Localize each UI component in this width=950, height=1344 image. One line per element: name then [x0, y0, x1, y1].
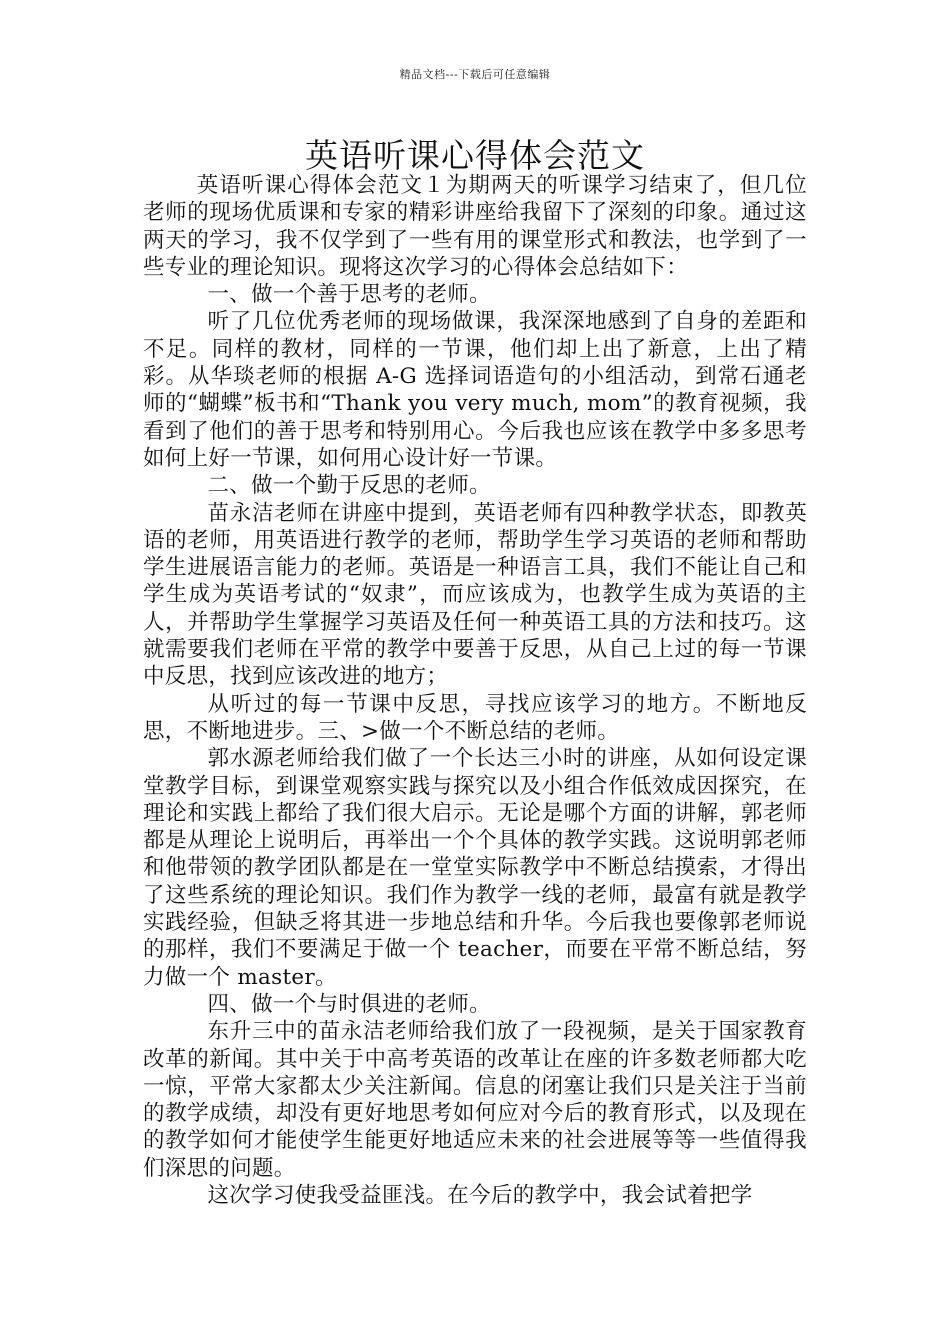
- document-title: 英语听课心得体会范文: [305, 136, 645, 175]
- section-heading-4: 四、做一个与时俱进的老师。: [207, 991, 491, 1017]
- paragraph: 听了几位优秀老师的现场做课，我深深地感到了自身的差距和不足。同样的教材，同样的一节课，他们却上出了新意，上出了精彩。从华琰老师的根据 A-G 选择词语造句的小组活动，到常石通老师的“蝴蝶”板书和“Thank you very much, mom”的教育视频，我看到了他们的善于思考和特别用心。今后我也应该在教学中多多思考如何上好一节课，如何用心设计好一节课。: [143, 309, 807, 471]
- paragraph: 苗永洁老师在讲座中提到，英语老师有四种教学状态，即教英语的老师，用英语进行教学的老师，帮助学生学习英语的老师和帮助学生进展语言能力的老师。英语是一种语言工具，我们不能让自己和学生成为英语考试的“奴隶”，而应该成为，也教学生成为英语的主人，并帮助学生掌握学习英语及任何一种英语工具的方法和技巧。这就需要我们老师在平常的教学中要善于反思，从自己上过的每一节课中反思，找到应该改进的地方；: [143, 500, 807, 690]
- section-heading-1: 一、做一个善于思考的老师。: [207, 282, 491, 308]
- paragraph: 郭水源老师给我们做了一个长达三小时的讲座，从如何设定课堂教学目标，到课堂观察实践与探究以及小组合作低效成因探究，在理论和实践上都给了我们很大启示。无论是哪个方面的讲解，郭老师都是从理论上说明后，再举出一个个具体的教学实践。这说明郭老师和他带领的教学团队都是在一堂堂实际教学中不断总结摸索，才得出了这些系统的理论知识。我们作为教学一线的老师，最富有就是教学实践经验，但缺乏将其进一步地总结和升华。今后我也要像郭老师说的那样，我们不要满足于做一个 teacher，而要在平常不断总结，努力做一个 master。: [143, 746, 807, 990]
- section-heading-2: 二、做一个勤于反思的老师。: [207, 473, 491, 499]
- paragraph: 东升三中的苗永洁老师给我们放了一段视频，是关于国家教育改革的新闻。其中关于中高考英语的改革让在座的许多数老师都大吃一惊，平常大家都太少关注新闻。信息的闭塞让我们只是关注于当前的教学成绩，却没有更好地思考如何应对今后的教育形式，以及现在的教学如何才能使学生能更好地适应未来的社会进展等等一些值得我们深思的问题。: [143, 1019, 807, 1181]
- document-body: [143, 172, 807, 1209]
- paragraph-intro: 英语听课心得体会范文１为期两天的听课学习结束了，但几位老师的现场优质课和专家的精彩讲座给我留下了深刻的印象。通过这两天的学习，我不仅学到了一些有用的课堂形式和教法，也学到了一些专业的理论知识。现将这次学习的心得体会总结如下：: [143, 173, 807, 280]
- paragraph: 这次学习使我受益匪浅。在今后的教学中，我会试着把学: [207, 1182, 753, 1208]
- header-note: 精品文档---下载后可任意编辑: [399, 68, 551, 81]
- paragraph: 从听过的每一节课中反思，寻找应该学习的地方。不断地反思，不断地进步。三、>做一个不断总结的老师。: [143, 691, 807, 744]
